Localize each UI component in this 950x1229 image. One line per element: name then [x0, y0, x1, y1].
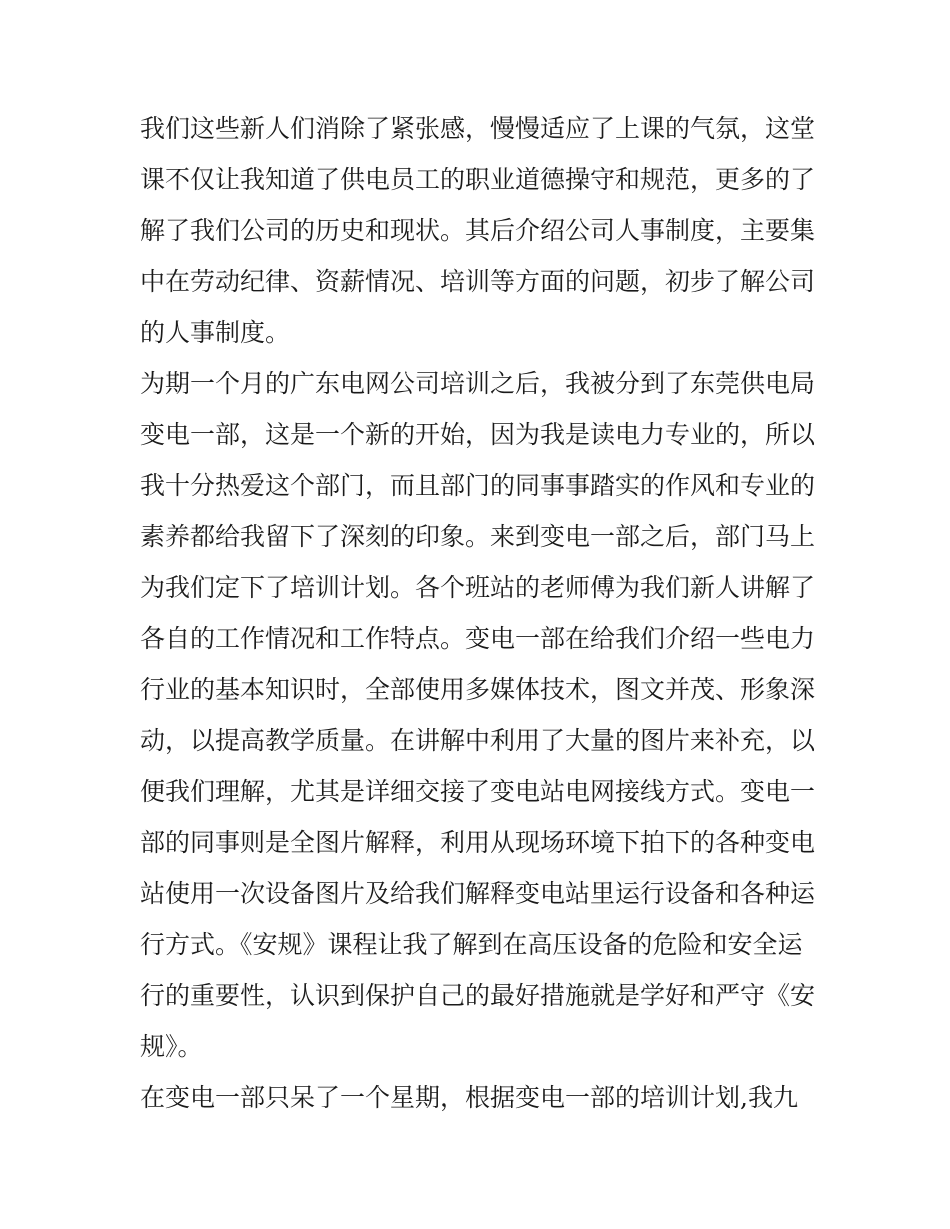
text-line: 素养都给我留下了深刻的印象。来到变电一部之后，部门马上 — [140, 522, 816, 551]
text-line: 的人事制度。 — [140, 318, 291, 347]
text-line: 便我们理解，尤其是详细交接了变电站电网接线方式。变电一 — [140, 777, 816, 806]
paragraph — [140, 1072, 820, 1123]
text-line: 行业的基本知识时，全部使用多媒体技术，图文并茂、形象深 — [140, 675, 816, 704]
document-body — [140, 103, 820, 1123]
text-line: 行的重要性，认识到保护自己的最好措施就是学好和严守《安 — [140, 981, 816, 1010]
text-line: 我们这些新人们消除了紧张感，慢慢适应了上课的气氛，这堂 — [140, 114, 816, 143]
text-line: 各自的工作情况和工作特点。变电一部在给我们介绍一些电力 — [140, 624, 816, 653]
paragraph — [140, 103, 820, 358]
text-line: 我十分热爱这个部门，而且部门的同事事踏实的作风和专业的 — [140, 471, 816, 500]
text-line: 中在劳动纪律、资薪情况、培训等方面的问题，初步了解公司 — [140, 267, 816, 296]
text-line: 部的同事则是全图片解释，利用从现场环境下拍下的各种变电 — [140, 828, 816, 857]
text-line: 为期一个月的广东电网公司培训之后，我被分到了东莞供电局 — [140, 369, 816, 398]
paragraph — [140, 358, 820, 1072]
text-line: 解了我们公司的历史和现状。其后介绍公司人事制度，主要集 — [140, 216, 816, 245]
text-line: 站使用一次设备图片及给我们解释变电站里运行设备和各种运 — [140, 879, 816, 908]
text-line: 行方式。《安规》课程让我了解到在高压设备的危险和安全运 — [140, 930, 803, 959]
text-line: 规》。 — [140, 1032, 203, 1061]
text-line: 变电一部，这是一个新的开始，因为我是读电力专业的，所以 — [140, 420, 816, 449]
text-line: 在变电一部只呆了一个星期，根据变电一部的培训计划,我九 — [140, 1083, 798, 1112]
text-line: 动，以提高教学质量。在讲解中利用了大量的图片来补充，以 — [140, 726, 816, 755]
text-line: 为我们定下了培训计划。各个班站的老师傅为我们新人讲解了 — [140, 573, 816, 602]
text-line: 课不仅让我知道了供电员工的职业道德操守和规范，更多的了 — [140, 165, 816, 194]
